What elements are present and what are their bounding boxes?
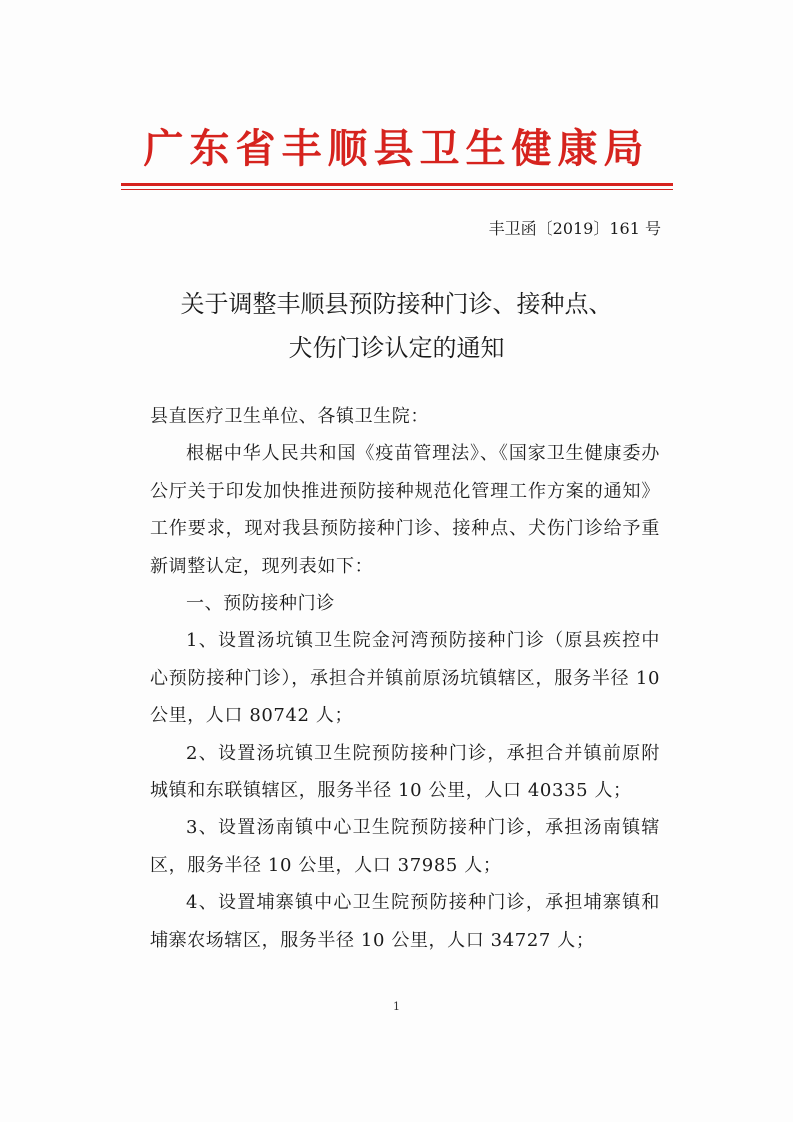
- list-item: 1、设置汤坑镇卫生院金河湾预防接种门诊（原县疾控中心预防接种门诊），承担合并镇前原汤坑镇辖区，服务半径 10 公里，人口 80742 人；: [150, 630, 660, 727]
- header-red-rule-thin: [121, 189, 673, 190]
- list-item: 2、设置汤坑镇卫生院预防接种门诊，承担合并镇前原附城镇和东联镇辖区，服务半径 10 公里，人口 40335 人；: [150, 742, 660, 802]
- section-heading-vaccination-clinics: 一、预防接种门诊: [186, 593, 335, 615]
- document-title-line-2: 犬伤门诊认定的通知: [288, 334, 505, 362]
- document-title: [120, 282, 673, 370]
- list-item: 4、设置埔寨镇中心卫生院预防接种门诊，承担埔寨镇和埔寨农场辖区，服务半径 10 公里，人口 34727 人；: [150, 892, 660, 951]
- document-title-line-1: 关于调整丰顺县预防接种门诊、接种点、: [180, 290, 613, 318]
- list-item: 3、设置汤南镇中心卫生院预防接种门诊，承担汤南镇辖区，服务半径 10 公里，人口 37985 人；: [150, 817, 660, 876]
- salutation: 县直医疗卫生单位、各镇卫生院：: [150, 406, 429, 427]
- organization-header: 广东省丰顺县卫生健康局: [143, 125, 650, 172]
- page-number: 1: [393, 1000, 400, 1013]
- intro-paragraph: 根椐中华人民共和国《疫苗管理法》、《国家卫生健康委办公厅关于印发加快推进预防接种规范化管理工作方案的通知》工作要求，现对我县预防接种门诊、接种点、犬伤门诊给予重新调整认定，现列表如下：: [150, 443, 660, 577]
- header-red-rule-thick: [121, 183, 673, 186]
- document-number: 丰卫函〔2019〕161 号: [488, 219, 661, 238]
- document-body: [150, 398, 660, 959]
